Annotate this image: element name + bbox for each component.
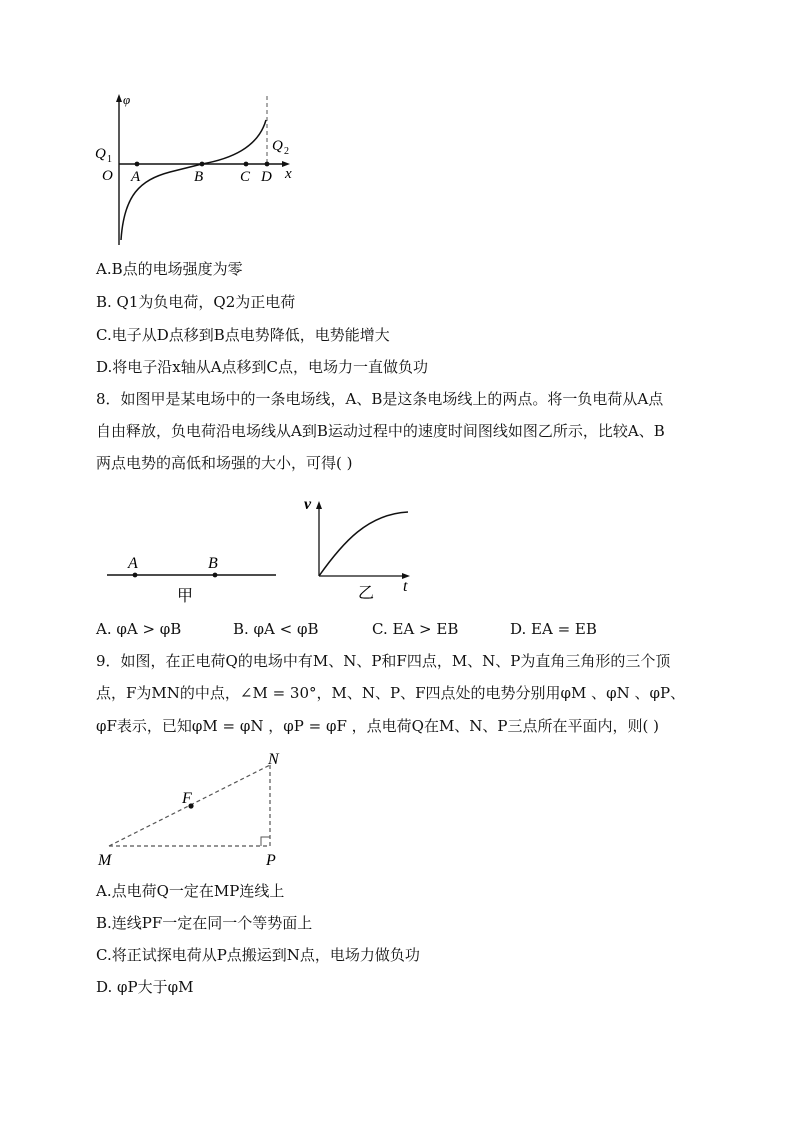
point-b-dot <box>213 573 218 578</box>
velocity-time-graph <box>298 492 423 604</box>
y-axis-arrow <box>116 94 122 102</box>
point-b-label: B <box>208 555 218 572</box>
right-triangle-figure <box>92 747 292 872</box>
q8-option-c: C. EA > EB <box>372 620 459 638</box>
potential-graph-figure <box>90 90 310 250</box>
point-a-dot <box>133 573 138 578</box>
q9-stem-line-2: 点，F为MN的中点，∠M = 30°，M、N、P、F四点处的电势分别用φM 、φN 、φP、 <box>96 684 686 702</box>
point-a-dot <box>135 162 140 167</box>
point-p-label: P <box>266 852 276 869</box>
q8-option-d: D. EA = EB <box>510 620 597 638</box>
point-f-label: F <box>182 790 192 807</box>
x-axis-label: x <box>285 166 292 182</box>
q9-option-c: C.将正试探电荷从P点搬运到N点，电场力做负功 <box>96 946 420 964</box>
point-d-dot <box>265 162 270 167</box>
q9-stem-line-3: φF表示，已知φM = φN ，φP = φF ，点电荷Q在M、N、P三点所在平面内，则( ) <box>96 717 660 735</box>
figure-caption-jia: 甲 <box>177 588 194 605</box>
point-b-label: B <box>194 169 204 185</box>
q9-option-d: D. φP大于φM <box>96 978 194 996</box>
right-angle-mark <box>261 837 270 846</box>
velocity-curve <box>319 512 408 576</box>
q1-subscript: 1 <box>107 154 112 165</box>
v-axis-arrow <box>316 501 322 509</box>
q7-option-c: C.电子从D点移到B点电势降低，电势能增大 <box>96 326 390 344</box>
point-a-label: A <box>128 555 138 572</box>
v-axis-label: v <box>304 496 312 513</box>
point-m-label: M <box>98 852 112 869</box>
point-c-dot <box>244 162 249 167</box>
q8-stem-line-3: 两点电势的高低和场强的大小，可得( ) <box>96 454 353 472</box>
q9-option-a: A.点电荷Q一定在MP连线上 <box>96 882 285 900</box>
q1-label: Q <box>95 146 106 162</box>
point-d-label: D <box>261 169 272 185</box>
point-c-label: C <box>240 169 251 185</box>
q9-stem-line-1: 9．如图，在正电荷Q的电场中有M、N、P和F四点，M、N、P为直角三角形的三个顶 <box>96 652 671 670</box>
t-axis-label: t <box>403 578 408 595</box>
q7-option-a: A.B点的电场强度为零 <box>96 260 243 278</box>
q2-label: Q <box>272 138 283 154</box>
q2-subscript: 2 <box>284 146 289 157</box>
origin-label: O <box>102 168 113 184</box>
figure-caption-yi: 乙 <box>358 585 375 602</box>
y-axis-label: φ <box>123 92 131 107</box>
point-b-dot <box>200 162 205 167</box>
q8-option-b: B. φA < φB <box>233 620 319 638</box>
q8-stem-line-2: 自由释放，负电荷沿电场线从A到B运动过程中的速度时间图线如图乙所示，比较A、B <box>96 422 665 440</box>
point-a-label: A <box>131 169 141 185</box>
q9-option-b: B.连线PF一定在同一个等势面上 <box>96 914 313 932</box>
point-n-label: N <box>268 751 279 768</box>
q7-option-b: B. Q1为负电荷，Q2为正电荷 <box>96 293 296 311</box>
q8-stem-line-1: 8．如图甲是某电场中的一条电场线，A、B是这条电场线上的两点。将一负电荷从A点 <box>96 390 664 408</box>
q8-option-a: A. φA > φB <box>96 620 182 638</box>
field-line-figure-a <box>100 545 285 610</box>
q7-option-d: D.将电子沿x轴从A点移到C点，电场力一直做负功 <box>96 358 429 376</box>
